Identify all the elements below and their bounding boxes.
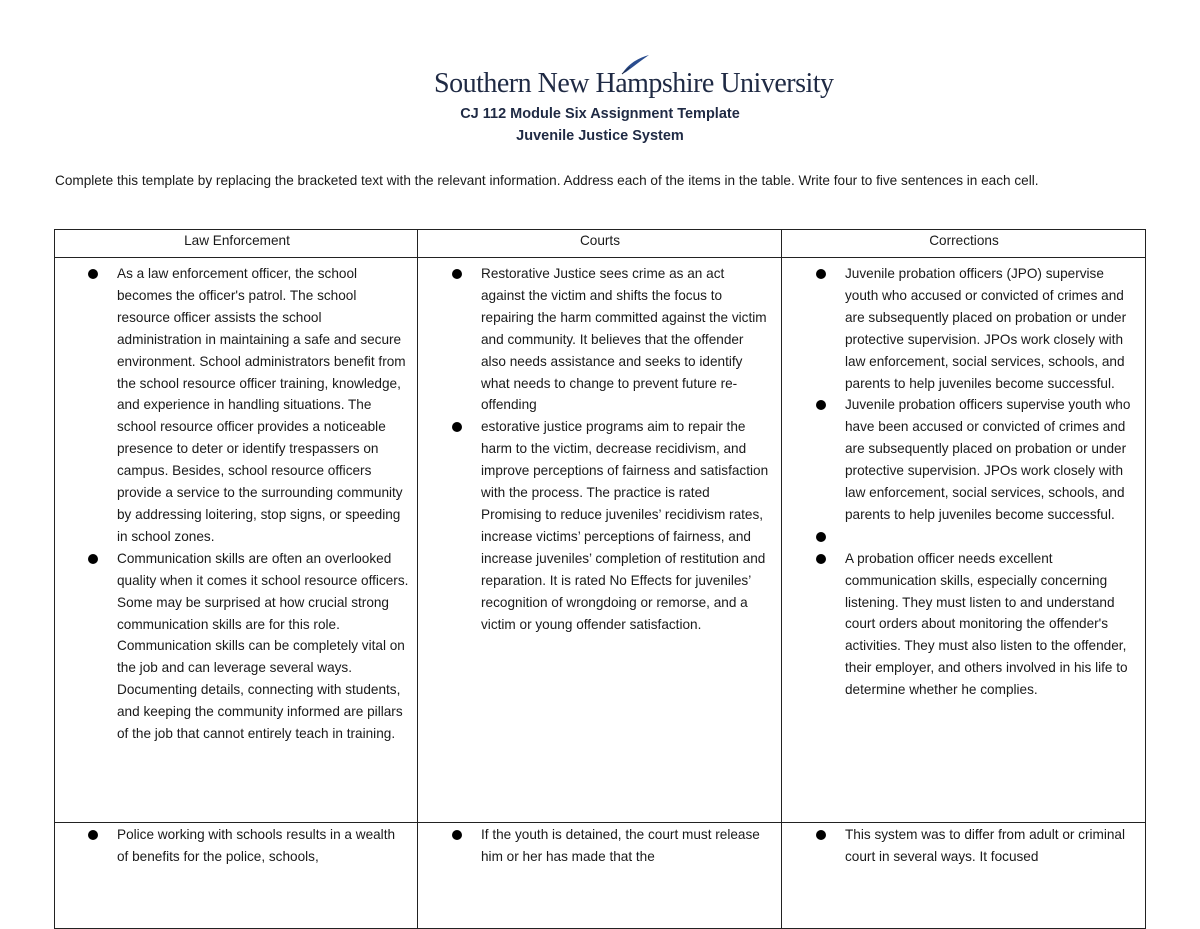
list-item bbox=[845, 394, 1137, 525]
bullet-icon bbox=[816, 532, 826, 542]
courts-cell bbox=[481, 263, 771, 635]
list-item bbox=[845, 263, 1137, 394]
bullet-text: Restorative Justice sees crime as an act against the victim and shifts the focus to repairing the harm committed against the victim and community. It believes that the offender also needs assistance and seeks to identify what needs to change to prevent future re-offending bbox=[481, 266, 767, 413]
bullet-icon bbox=[88, 830, 98, 840]
column-divider bbox=[781, 230, 782, 928]
courts-cell-row2 bbox=[481, 824, 771, 868]
logo-text: Southern New Hampshire University bbox=[434, 68, 834, 99]
column-header-corrections: Corrections bbox=[929, 233, 999, 248]
bullet-icon bbox=[452, 830, 462, 840]
bullet-icon bbox=[816, 830, 826, 840]
document-title: CJ 112 Module Six Assignment Template bbox=[460, 106, 740, 122]
column-header-law-enforcement: Law Enforcement bbox=[184, 233, 290, 248]
bullet-icon bbox=[816, 269, 826, 279]
bullet-text: This system was to differ from adult or criminal court in several ways. It focused bbox=[845, 827, 1126, 864]
list-item bbox=[117, 824, 409, 868]
bullet-text: If the youth is detained, the court must release him or her has made that the bbox=[481, 827, 760, 864]
university-logo bbox=[434, 54, 834, 104]
law-enforcement-cell bbox=[117, 263, 409, 745]
column-divider bbox=[417, 230, 418, 928]
document-subtitle: Juvenile Justice System bbox=[516, 128, 684, 144]
bullet-text: A probation officer needs excellent communication skills, especially concerning listening. They must listen to and understand court orders about monitoring the offender's activities. They must also listen to the offender, their employer, and others involved in his life to determine whether he complies. bbox=[845, 550, 1128, 698]
bullet-icon bbox=[452, 269, 462, 279]
list-item bbox=[481, 263, 771, 416]
list-item bbox=[481, 416, 771, 635]
bullet-text: Juvenile probation officers supervise youth who have been accused or convicted of crimes and are subsequently placed on probation or under protective supervision. JPOs work closely with law enforcement, social services, schools, and parents to help juveniles become successful. bbox=[845, 397, 1131, 522]
bullet-text: Police working with schools results in a wealth of benefits for the police, schools, bbox=[117, 827, 396, 864]
column-header-courts: Courts bbox=[579, 233, 621, 248]
list-item bbox=[845, 548, 1137, 701]
corrections-cell-row2 bbox=[845, 824, 1137, 868]
bullet-text: Communication skills are often an overlooked quality when it comes it school resource officers. Some may be surprised at how crucial strong communication skills are for this role. Communication skills can be completely vital on the job and can leverage several ways. Documenting details, connecting with students, and keeping the community informed are pillars of the job that cannot entirely teach in training. bbox=[117, 550, 409, 742]
bullet-icon bbox=[88, 554, 98, 564]
bullet-text: estorative justice programs aim to repair the harm to the victim, decrease recidivism, and improve perceptions of fairness and satisfaction with the process. The practice is rated Promising to reduce juveniles’ recidivism rates, increase victims’ perceptions of fairness, and increase juveniles’ completion of restitution and reparation. It is rated No Effects for juveniles’ recognition of wrongdoing or remorse, and a victim or young offender satisfaction. bbox=[481, 419, 769, 632]
bullet-text: As a law enforcement officer, the school becomes the officer's patrol. The school resource officer assists the school administration in maintaining a safe and secure environment. School administrators benefit from the school resource officer training, knowledge, and experience in handling situations. The school resource officer provides a noticeable presence to deter or identify trespassers on campus. Besides, school resource officers provide a service to the surrounding community by addressing loitering, stop signs, or speeding in school zones. bbox=[117, 266, 406, 544]
law-enforcement-cell-row2 bbox=[117, 824, 409, 868]
bullet-icon bbox=[816, 554, 826, 564]
list-item bbox=[117, 263, 409, 548]
bullet-text: Juvenile probation officers (JPO) supervise youth who accused or convicted of crimes and are subsequently placed on probation or under protective supervision. JPOs work closely with law enforcement, social services, schools, and parents to help juveniles become successful. bbox=[845, 266, 1127, 391]
instructions-text: Complete this template by replacing the bracketed text with the relevant information. Address each of the items in the table. Write four to five sentences in each cell. bbox=[55, 173, 1039, 188]
list-item bbox=[481, 824, 771, 868]
header-divider bbox=[55, 257, 1145, 258]
row-divider bbox=[55, 822, 1145, 823]
list-item bbox=[117, 548, 409, 745]
corrections-cell bbox=[845, 263, 1137, 701]
bullet-icon bbox=[88, 269, 98, 279]
list-item-empty bbox=[845, 526, 1137, 548]
list-item bbox=[845, 824, 1137, 868]
